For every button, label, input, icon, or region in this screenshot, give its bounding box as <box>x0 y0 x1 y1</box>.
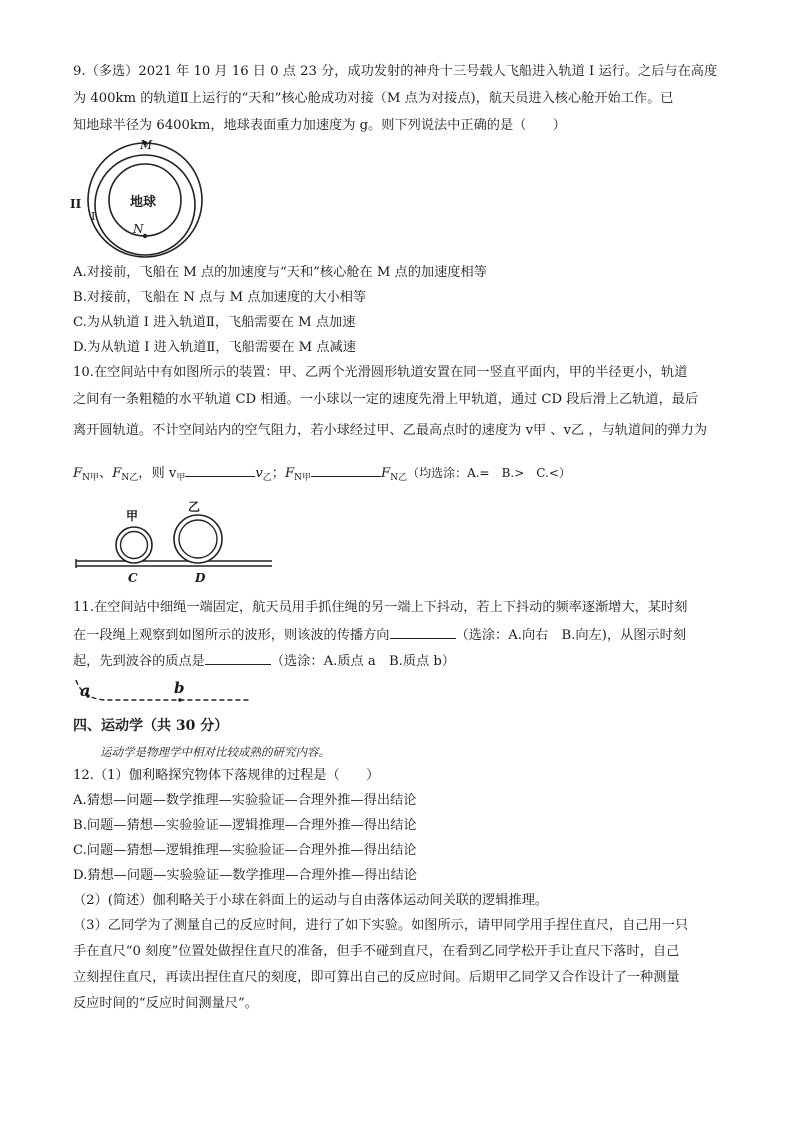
loop-yi-inner <box>179 520 217 558</box>
q10-line-1: 10.在空间站中有如图所示的装置：甲、乙两个光滑圆形轨道安置在同一竖直平面内，甲的半径更小，轨道 <box>73 365 688 380</box>
q9-option-d: D.为从轨道 I 进入轨道Ⅱ，飞船需要在 M 点减速 <box>73 340 356 355</box>
q12-option-b: B.问题—猜想—实验验证—逻辑推理—合理外推—得出结论 <box>73 818 417 833</box>
label-n: N <box>133 222 144 236</box>
label-earth: 地球 <box>130 195 157 210</box>
force-symbol-2: F <box>112 466 122 481</box>
semicolon: ； <box>271 466 285 481</box>
separator: 、 <box>99 466 113 481</box>
q10-line-4 <box>73 462 571 485</box>
then-v-text: ，则 v <box>138 466 177 481</box>
q11-line-2-choices: （选涂：A.向右 B.向左)，从图示时刻 <box>455 628 687 643</box>
q12-part-1: 12.（1）伽利略探究物体下落规律的过程是（ ） <box>73 768 380 783</box>
loop-track-diagram <box>74 500 274 590</box>
v-yi-symbol: v <box>255 466 263 481</box>
q11-line-3-text: 起，先到波谷的质点是 <box>73 654 205 669</box>
blank-velocity-compare[interactable] <box>185 462 255 477</box>
q11-line-3 <box>73 650 455 672</box>
q9-option-b: B.对接前，飞船在 N 点与 M 点加速度的大小相等 <box>73 290 367 305</box>
orbit-diagram <box>70 138 200 260</box>
label-b: b <box>174 679 185 697</box>
force-symbol-3: F <box>284 466 295 481</box>
q11-line-2-text: 在一段绳上观察到如图所示的波形，则该波的传播方向 <box>73 628 390 643</box>
q12-part-3-line-1: （3）乙同学为了测量自己的反应时间，进行了如下实验。如图所示，请甲同学用手捏住直尺，自己用一只 <box>73 918 689 933</box>
q12-part-2: （2）(简述）伽利略关于小球在斜面上的运动与自由落体运动间关联的逻辑推理。 <box>73 893 549 908</box>
q12-part-3-line-2: 手在直尺“0 刻度”位置处做捏住直尺的准备，但手不碰到直尺，在看到乙同学松开手让直尺下落时，自己 <box>73 944 680 959</box>
q12-part-3-line-3: 立刻捏住直尺，再读出捏住直尺的刻度，即可算出自己的反应时间。后期甲乙同学又合作设计了一种测量 <box>73 970 680 985</box>
choices-note: （均选涂：A.= B.> C.<） <box>407 466 571 480</box>
section-intro: 运动学是物理学中相对比较成熟的研究内容。 <box>100 745 330 759</box>
label-d: D <box>195 571 206 585</box>
q9-line-3: 知地球半径为 6400km，地球表面重力加速度为 g。则下列说法中正确的是（ ） <box>73 118 566 133</box>
rope-wave-diagram <box>74 676 254 706</box>
q12-part-3-line-4: 反应时间的“反应时间测量尺”。 <box>73 996 258 1011</box>
force-sub-jia: N甲 <box>82 473 100 483</box>
force-sub-jia-2: N甲 <box>294 473 312 483</box>
point-b-dot <box>178 698 182 702</box>
blank-wave-direction[interactable] <box>390 624 456 639</box>
q12-option-c: C.问题—猜想—逻辑推理—实验验证—合理外推—得出结论 <box>73 843 417 858</box>
q10-line-3: 离开圆轨道。不计空间站内的空气阻力，若小球经过甲、乙最高点时的速度为 v甲 、v乙 ，与轨道间的弹力为 <box>73 423 708 438</box>
blank-force-compare[interactable] <box>311 462 381 477</box>
q9-line-1: 9.（多选）2021 年 10 月 16 日 0 点 23 分，成功发射的神舟十三号载人飞船进入轨道 I 运行。之后与在高度 <box>73 64 718 79</box>
q11-line-2 <box>73 624 686 646</box>
wave-curve <box>76 680 250 700</box>
q12-option-d: D.猜想—问题—实验验证—数学推理—合理外推—得出结论 <box>73 868 417 883</box>
q11-line-3-choices: （选涂：A.质点 a B.质点 b） <box>270 654 456 669</box>
q11-line-1: 11.在空间站中细绳一端固定，航天员用手抓住绳的另一端上下抖动，若上下抖动的频率逐渐增大，某时刻 <box>73 600 688 615</box>
q9-option-a: A.对接前，飞船在 M 点的加速度与“天和”核心舱在 M 点的加速度相等 <box>73 265 487 280</box>
v-sub-yi: 乙 <box>262 473 272 483</box>
blank-trough-point[interactable] <box>205 650 271 665</box>
q9-line-2: 为 400km 的轨道Ⅱ上运行的“天和”核心舱成功对接（M 点为对接点)，航天员进入核心舱开始工作。已 <box>73 91 674 106</box>
force-sub-yi-2: N乙 <box>390 473 408 483</box>
label-jia: 甲 <box>126 509 139 523</box>
label-m: M <box>140 138 153 152</box>
section-heading: 四、运动学（共 30 分） <box>73 718 229 734</box>
q9-option-c: C.为从轨道 I 进入轨道Ⅱ，飞船需要在 M 点加速 <box>73 315 356 330</box>
loop-jia-inner <box>121 532 148 559</box>
force-symbol-4: F <box>381 466 391 481</box>
v-sub-jia: 甲 <box>176 473 186 483</box>
label-c: C <box>128 571 138 585</box>
q10-line-2: 之间有一条粗糙的水平轨道 CD 相通。一小球以一定的速度先滑上甲轨道，通过 CD 段后滑上乙轨道，最后 <box>73 392 699 407</box>
label-orbit-i: I <box>91 210 96 223</box>
force-symbol: F <box>73 466 83 481</box>
force-sub-yi: N乙 <box>121 473 139 483</box>
label-orbit-ii: II <box>70 197 82 211</box>
label-a: a <box>80 681 91 700</box>
q12-option-a: A.猜想—问题—数学推理—实验验证—合理外推—得出结论 <box>73 793 417 808</box>
label-yi: 乙 <box>188 500 201 514</box>
